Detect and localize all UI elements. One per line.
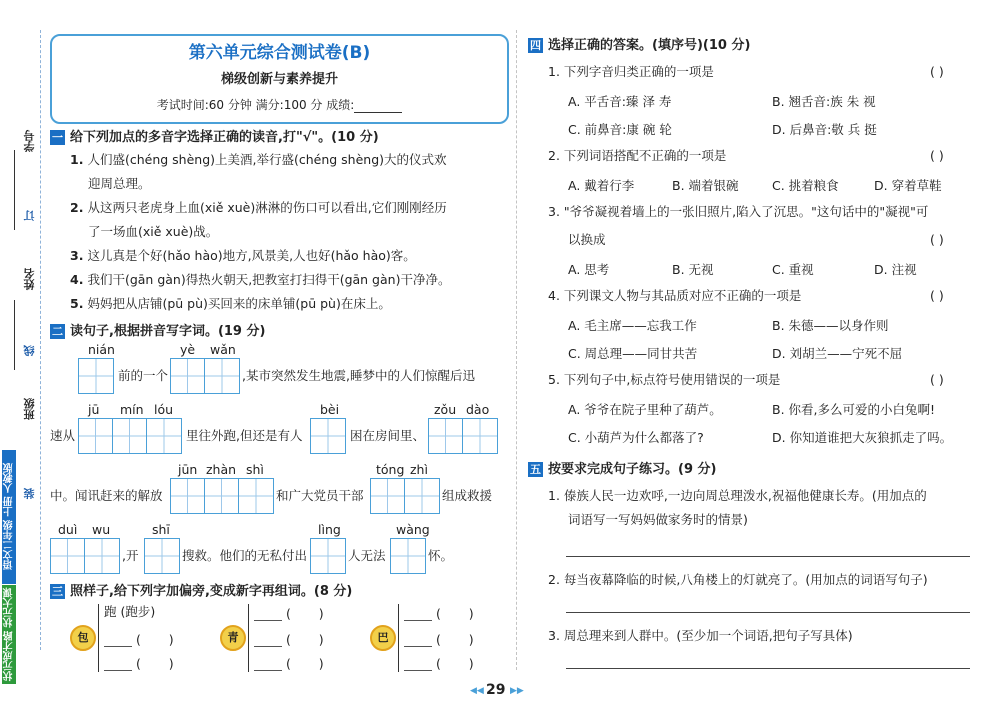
s4-q2-d[interactable]: D. 穿着草鞋 [874, 178, 942, 193]
grid-junzhanshi[interactable] [170, 478, 274, 514]
binding-dashed-line [40, 30, 41, 650]
s4-q4-d[interactable]: D. 刘胡兰——宁死不屈 [772, 346, 903, 361]
grid-cell[interactable] [171, 479, 205, 513]
s4-q3-answer[interactable]: ( ) [930, 232, 944, 247]
section-1-heading [50, 126, 379, 145]
page-title: 第六单元综合测试卷(B) [188, 43, 371, 63]
s5-q1-line1: 1. 傣族人民一边欢呼,一边向周总理泼水,祝福他健康长寿。(用加点的 [548, 488, 927, 503]
pinyin-wan: wǎn [210, 342, 236, 357]
section-3-number: 三 [52, 585, 63, 598]
grid-cell[interactable] [171, 359, 205, 393]
grid-cell[interactable] [391, 539, 425, 573]
grid-cell[interactable] [311, 419, 345, 453]
section-3-title: 照样子,给下列字加偏旁,变成新字再组词。(8 分) [70, 584, 353, 599]
blank-2b[interactable] [254, 646, 282, 647]
section-2-number: 二 [52, 325, 63, 338]
paren-3a: ( ) [436, 606, 474, 621]
grid-tongzhi[interactable] [370, 478, 440, 514]
grid-bei[interactable] [310, 418, 346, 454]
blank-3c[interactable] [404, 670, 432, 671]
s1-q1-text[interactable]: 人们盛(chéng shèng)上美酒,举行盛(chéng shèng)大的仪式欢 [87, 152, 447, 167]
s4-q1-a[interactable]: A. 平舌音:臻 泽 寿 [568, 94, 672, 109]
pinyin-ye: yè [180, 342, 196, 357]
s1-q3-number: 3. [70, 248, 84, 263]
grid-cell[interactable] [147, 419, 181, 453]
s1-q1-text2: 迎周总理。 [88, 176, 151, 191]
score-blank[interactable] [354, 100, 402, 113]
s4-q5-c[interactable]: C. 小葫芦为什么都落了? [568, 430, 704, 445]
s4-q5-d[interactable]: D. 你知道谁把大灰狼抓走了吗。 [772, 430, 953, 445]
brand-badge: 状元成才路 状元大课堂 [2, 585, 16, 684]
paren-2b: ( ) [286, 632, 324, 647]
exam-info-text: 考试时间:60 分钟 满分:100 分 成绩: [156, 98, 355, 112]
s2-text1: 前的一个 [118, 368, 169, 383]
s4-q4-answer[interactable]: ( ) [930, 288, 944, 303]
blank-3a[interactable] [404, 620, 432, 621]
s4-q3-b[interactable]: B. 无视 [672, 262, 714, 277]
s4-q3: 3. "爷爷凝视着墙上的一张旧照片,陷入了沉思。"这句话中的"凝视"可 [548, 204, 929, 219]
grid-wang[interactable] [390, 538, 426, 574]
s4-q5-a[interactable]: A. 爷爷在院子里种了葫芦。 [568, 402, 722, 417]
s4-q3-c[interactable]: C. 重视 [772, 262, 814, 277]
book-info-badge: 语文二年级 上册 人教版 [2, 450, 16, 584]
pinyin-ju: jū [88, 402, 100, 417]
s4-q5: 5. 下列句子中,标点符号使用错误的一项是 [548, 372, 781, 387]
pinyin-dao: dào [466, 402, 490, 417]
pinyin-bei: bèi [320, 402, 340, 417]
s5-q1-line2: 词语写一写妈妈做家务时的情景) [568, 512, 748, 527]
grid-cell[interactable] [79, 419, 113, 453]
s1-q1-number: 1. [70, 152, 84, 167]
blank-1c[interactable] [104, 670, 132, 671]
pinyin-zhan: zhàn [206, 462, 237, 477]
s1-q5-number: 5. [70, 296, 84, 311]
binding-mark-ding: 订 [23, 210, 36, 221]
grid-cell[interactable] [239, 479, 273, 513]
pinyin-wang: wàng [396, 522, 430, 537]
grid-ling[interactable] [310, 538, 346, 574]
name-line [14, 300, 15, 370]
s2-text5: 困在房间里、 [350, 428, 426, 443]
pinyin-dui: duì [58, 522, 78, 537]
grid-cell[interactable] [205, 359, 239, 393]
s4-q4-b[interactable]: B. 朱德——以身作则 [772, 318, 889, 333]
s4-q2: 2. 下列词语搭配不正确的一项是 [548, 148, 727, 163]
paren-1c: ( ) [136, 656, 174, 671]
s2-text6: 中。闻讯赶来的解放 [50, 488, 163, 503]
s4-q3-a[interactable]: A. 思考 [568, 262, 610, 277]
s1-q4-number: 4. [70, 272, 84, 287]
section-5-heading [528, 458, 716, 477]
s2-text11: 人无法 [348, 548, 386, 563]
s4-q2-answer[interactable]: ( ) [930, 148, 944, 163]
s4-q4-a[interactable]: A. 毛主席——忘我工作 [568, 318, 697, 333]
s4-q1-answer[interactable]: ( ) [930, 64, 944, 79]
s1-q4-text[interactable]: 我们干(gān gàn)得热火朝天,把教室打扫得干(gān gàn)干净净。 [87, 272, 451, 287]
grid-cell[interactable] [463, 419, 497, 453]
pinyin-jun: jūn [178, 462, 198, 477]
section-3-heading [50, 580, 352, 599]
s4-q1-c[interactable]: C. 前鼻音:康 碗 轮 [568, 122, 672, 137]
grid-cell[interactable] [113, 419, 147, 453]
s4-q1-b[interactable]: B. 翘舌音:族 朱 视 [772, 94, 876, 109]
s4-q5-answer[interactable]: ( ) [930, 372, 944, 387]
blank-2a[interactable] [254, 620, 282, 621]
pinyin-shi2: shī [152, 522, 170, 537]
s1-q2-line1 [70, 200, 447, 216]
grid-cell[interactable] [429, 419, 463, 453]
student-number-label: 学号 [23, 130, 36, 152]
grid-zoudao[interactable] [428, 418, 498, 454]
s2-text4: 里往外跑,但还是有人 [186, 428, 303, 443]
page-divider [516, 30, 517, 670]
section-4-number: 四 [530, 39, 541, 52]
section-1-number: 一 [52, 131, 63, 144]
s5-q1-answer-line[interactable] [566, 556, 970, 557]
s4-q4: 4. 下列课文人物与其品质对应不正确的一项是 [548, 288, 802, 303]
s2-text10: 搜救。他们的无私付出 [182, 548, 308, 563]
s2-text7: 和广大党员干部 [276, 488, 364, 503]
s1-q5-text[interactable]: 妈妈把从店铺(pū pù)买回来的床单铺(pū pù)在床上。 [87, 296, 391, 311]
binding-mark-xian: 线 [23, 345, 36, 356]
paren-3b: ( ) [436, 632, 474, 647]
exam-info [52, 96, 507, 113]
prev-arrow-icon: ◀◀ [470, 686, 484, 696]
page-subtitle: 梯级创新与素养提升 [220, 72, 338, 87]
s2-text2: ,某市突然发生地震,睡梦中的人们惊醒后迅 [242, 368, 475, 383]
char-qing: 青 [220, 625, 246, 651]
s4-q2-c[interactable]: C. 挑着粮食 [772, 178, 839, 193]
s2-text3: 速从 [50, 428, 76, 443]
grid-cell[interactable] [311, 539, 345, 573]
s2-text9: ,开 [122, 548, 139, 563]
s4-q2-b[interactable]: B. 端着银碗 [672, 178, 739, 193]
s5-q2-answer-line[interactable] [566, 612, 970, 613]
s4-q5-b[interactable]: B. 你看,多么可爱的小白兔啊! [772, 402, 936, 417]
s5-q3: 3. 周总理来到人群中。(至少加一个词语,把句子写具体) [548, 628, 853, 643]
paren-3c: ( ) [436, 656, 474, 671]
s4-q2-a[interactable]: A. 戴着行李 [568, 178, 635, 193]
grid-jumin-lou[interactable] [78, 418, 182, 454]
grid-shi2[interactable] [144, 538, 180, 574]
pinyin-shi: shì [246, 462, 264, 477]
pinyin-lou: lóu [154, 402, 174, 417]
section-5-title: 按要求完成句子练习。(9 分) [548, 462, 717, 477]
paren-2a: ( ) [286, 606, 324, 621]
s1-q2-text[interactable]: 从这两只老虎身上血(xiě xuè)淋淋的伤口可以看出,它们刚刚经历 [87, 200, 447, 215]
blank-2c[interactable] [254, 670, 282, 671]
name-label: 姓名 [23, 268, 36, 290]
paren-2c: ( ) [286, 656, 324, 671]
char-bao: 包 [70, 625, 96, 651]
s5-q3-answer-line[interactable] [566, 668, 970, 669]
section-5-number: 五 [530, 463, 541, 476]
s4-q1: 1. 下列字音归类正确的一项是 [548, 64, 714, 79]
grid-cell[interactable] [85, 539, 119, 573]
student-number-line [14, 150, 15, 230]
pinyin-tong: tóng [376, 462, 405, 477]
s1-q1-line2 [88, 176, 151, 192]
pinyin-wu: wu [92, 522, 111, 537]
blank-3b[interactable] [404, 646, 432, 647]
grid-cell[interactable] [405, 479, 439, 513]
s2-text12: 怀。 [428, 548, 454, 563]
s5-q2: 2. 每当夜幕降临的时候,八角楼上的灯就亮了。(用加点的词语写句子) [548, 572, 928, 587]
s4-q1-d[interactable]: D. 后鼻音:敬 兵 挺 [772, 122, 877, 137]
s4-q3-d[interactable]: D. 注视 [874, 262, 917, 277]
blank-1b[interactable] [104, 646, 132, 647]
grid-cell[interactable] [79, 359, 113, 393]
s1-q1-line1 [70, 152, 447, 168]
brace-2 [248, 604, 253, 672]
pinyin-zhi: zhì [410, 462, 428, 477]
grid-nian[interactable] [78, 358, 114, 394]
section-2-heading [50, 320, 265, 339]
binding-mark-zhuang: 装 [23, 488, 36, 499]
s1-q4 [70, 272, 450, 288]
s4-q3-line2: 以换成 [568, 232, 606, 247]
section-2-title: 读句子,根据拼音写字词。(19 分) [70, 324, 266, 339]
s1-q2-line2 [88, 224, 218, 240]
s1-q2-number: 2. [70, 200, 84, 215]
grid-yewan[interactable] [170, 358, 240, 394]
char-ba: 巴 [370, 625, 396, 651]
next-arrow-icon: ▶▶ [510, 686, 524, 696]
grid-cell[interactable] [145, 539, 179, 573]
s1-q3-text[interactable]: 这儿真是个好(hǎo hào)地方,风景美,人也好(hǎo hào)客。 [87, 248, 416, 263]
s2-text8: 组成救援 [442, 488, 493, 503]
binding-sidebar [0, 0, 44, 708]
brace-1 [98, 604, 103, 672]
pinyin-ling: lìng [318, 522, 341, 537]
paren-1b: ( ) [136, 632, 174, 647]
pinyin-min: mín [120, 402, 144, 417]
grid-cell[interactable] [51, 539, 85, 573]
brace-3 [398, 604, 403, 672]
class-label: 班级 [23, 398, 36, 420]
s1-q5 [70, 296, 391, 312]
grid-cell[interactable] [205, 479, 239, 513]
section-4-heading [528, 34, 750, 53]
example-pao: 跑 (跑步) [104, 604, 156, 619]
s1-q2-text2[interactable]: 了一场血(xiě xuè)战。 [88, 224, 219, 239]
section-1-title: 给下列加点的多音字选择正确的读音,打"√"。(10 分) [70, 130, 379, 145]
page-number: 29 [486, 682, 506, 698]
grid-cell[interactable] [371, 479, 405, 513]
pinyin-nian: nián [88, 342, 115, 357]
section-4-title: 选择正确的答案。(填序号)(10 分) [548, 38, 751, 53]
s4-q4-c[interactable]: C. 周总理——同甘共苦 [568, 346, 698, 361]
pinyin-zou: zǒu [434, 402, 457, 417]
grid-duiwu[interactable] [50, 538, 120, 574]
s1-q3 [70, 248, 416, 264]
title-box [50, 34, 509, 124]
